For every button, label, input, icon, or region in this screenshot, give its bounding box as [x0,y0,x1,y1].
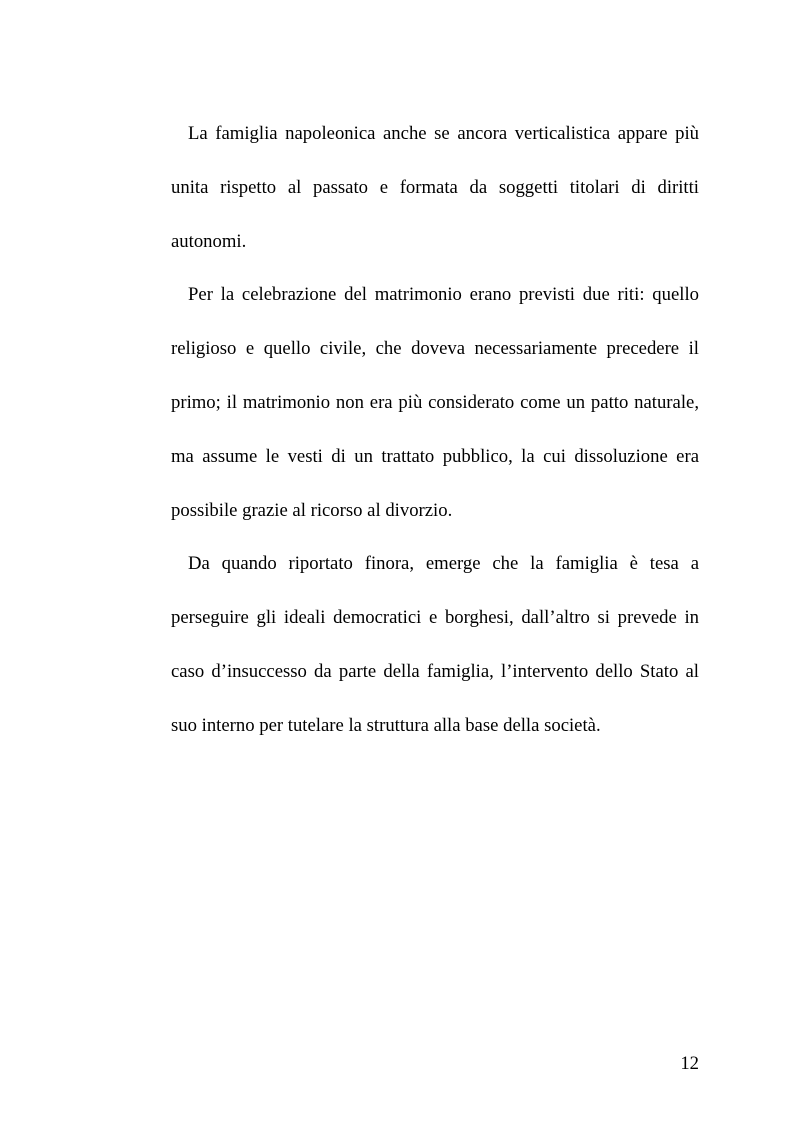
paragraph-conclusion: Da quando riportato finora, emerge che la famiglia è tesa a perseguire gli ideali democratici e borghesi, dall’altro si prevede in caso d’insuccesso da parte della famiglia, l’intervento dello Stato al suo interno per tutelare la struttura alla base della società. [171,553,699,736]
paragraph-marriage-rites: Per la celebrazione del matrimonio erano previsti due riti: quello religioso e quello civile, che doveva necessariamente precedere il primo; il matrimonio non era più considerato come un patto naturale, ma assume le vesti di un trattato pubblico, la cui dissoluzione era possibile grazie al ricorso al divorzio. [171,284,699,521]
body-text [171,107,699,753]
page-number: 12 [680,1053,699,1074]
paragraph-napoleonic-family: La famiglia napoleonica anche se ancora verticalistica appare più unita rispetto al passato e formata da soggetti titolari di diritti autonomi. [171,123,699,252]
